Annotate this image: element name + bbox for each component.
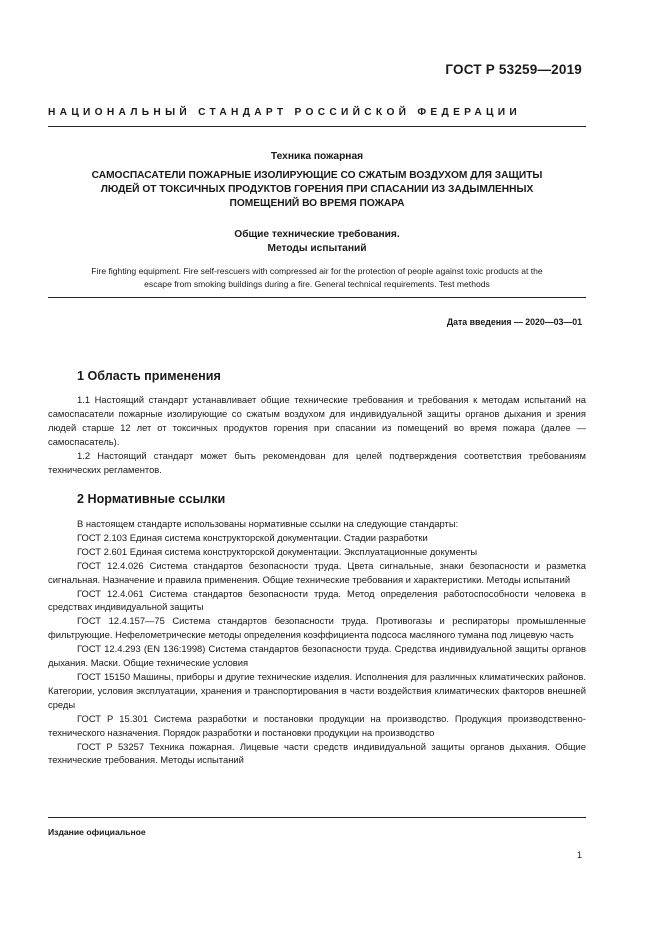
topic: Техника пожарная — [270, 151, 364, 162]
title-rule — [48, 297, 586, 298]
page-number: 1 — [576, 850, 582, 860]
reference-item: ГОСТ 15150 Машины, приборы и другие технические изделия. Исполнения для различных климатических районов. Категории, условия эксплуатации, хранения и транспортирования в части воздействия климатических факторов внешней среды — [48, 670, 586, 710]
english-title-line: escape from smoking buildings during a fire. General technical requirements. Test methods — [144, 279, 490, 289]
paragraph: 1.1 Настоящий стандарт устанавливает общие технические требования и требования к методам испытаний на самоспасатели пожарные изолирующие со сжатым воздухом для индивидуальной защиты органов дыхания и зрения людей старше 12 лет от токсичных продуктов горения при спасании из помещений во время пожара (далее — самоспасатель). — [48, 394, 586, 447]
footer-rule — [48, 817, 586, 818]
edition-note: Издание официальное — [48, 827, 146, 837]
section-2-title: 2 Нормативные ссылки — [77, 492, 226, 506]
reference-item: ГОСТ 12.4.293 (EN 136:1998) Система стандартов безопасности труда. Средства индивидуальной защиты органов дыхания. Маски. Общие технические условия — [48, 643, 586, 669]
national-standard-heading: НАЦИОНАЛЬНЫЙ СТАНДАРТ РОССИЙСКОЙ ФЕДЕРАЦИИ — [48, 107, 522, 118]
title-line: САМОСПАСАТЕЛИ ПОЖАРНЫЕ ИЗОЛИРУЮЩИЕ СО СЖАТЫМ ВОЗДУХОМ ДЛЯ ЗАЩИТЫ — [91, 170, 543, 181]
section-2-body — [48, 517, 586, 767]
section-1-title: 1 Область применения — [77, 369, 221, 383]
title-line: ПОМЕЩЕНИЙ ВО ВРЕМЯ ПОЖАРА — [229, 198, 405, 209]
reference-item: ГОСТ Р 15.301 Система разработки и постановки продукции на производство. Продукция производственно-технического назначения. Порядок разработки и постановки продукции на производство — [48, 712, 586, 738]
document-title — [48, 169, 586, 211]
title-line: ЛЮДЕЙ ОТ ТОКСИЧНЫХ ПРОДУКТОВ ГОРЕНИЯ ПРИ СПАСАНИИ ИЗ ЗАДЫМЛЕННЫХ — [100, 184, 534, 195]
header-rule — [48, 126, 586, 127]
introduction-date: Дата введения — 2020—03—01 — [446, 317, 582, 327]
document-subtitle — [48, 228, 586, 256]
english-title — [48, 265, 586, 291]
reference-item: ГОСТ 12.4.157—75 Система стандартов безопасности труда. Противогазы и респираторы промышленные фильтрующие. Нефелометрические методы определения коэффициента подсоса масляного тумана под лицевую часть — [48, 615, 586, 641]
standard-number: ГОСТ Р 53259—2019 — [445, 62, 582, 77]
reference-item: ГОСТ 12.4.026 Система стандартов безопасности труда. Цвета сигнальные, знаки безопасности и разметка сигнальная. Назначение и правила применения. Общие технические требования и характеристики. Методы испытаний — [48, 559, 586, 585]
reference-item: ГОСТ 2.103 Единая система конструкторской документации. Стадии разработки — [77, 531, 428, 543]
english-title-line: Fire fighting equipment. Fire self-rescuers with compressed air for the protection of people against toxic products at the — [91, 266, 543, 276]
section-1-body — [48, 393, 586, 476]
paragraph: В настоящем стандарте использованы нормативные ссылки на следующие стандарты: — [77, 518, 459, 529]
reference-item: ГОСТ 2.601 Единая система конструкторской документации. Эксплуатационные документы — [77, 545, 478, 557]
subtitle-line: Методы испытаний — [267, 243, 367, 254]
paragraph: 1.2 Настоящий стандарт может быть рекомендован для целей подтверждения соответствия требованиям технических регламентов. — [48, 449, 586, 475]
subtitle-line: Общие технические требования. — [234, 229, 400, 240]
reference-item: ГОСТ 12.4.061 Система стандартов безопасности труда. Метод определения работоспособности человека в средствах индивидуальной защиты — [48, 587, 586, 613]
reference-item: ГОСТ Р 53257 Техника пожарная. Лицевые части средств индивидуальной защиты органов дыхания. Общие технические требования. Методы испытаний — [48, 740, 586, 766]
